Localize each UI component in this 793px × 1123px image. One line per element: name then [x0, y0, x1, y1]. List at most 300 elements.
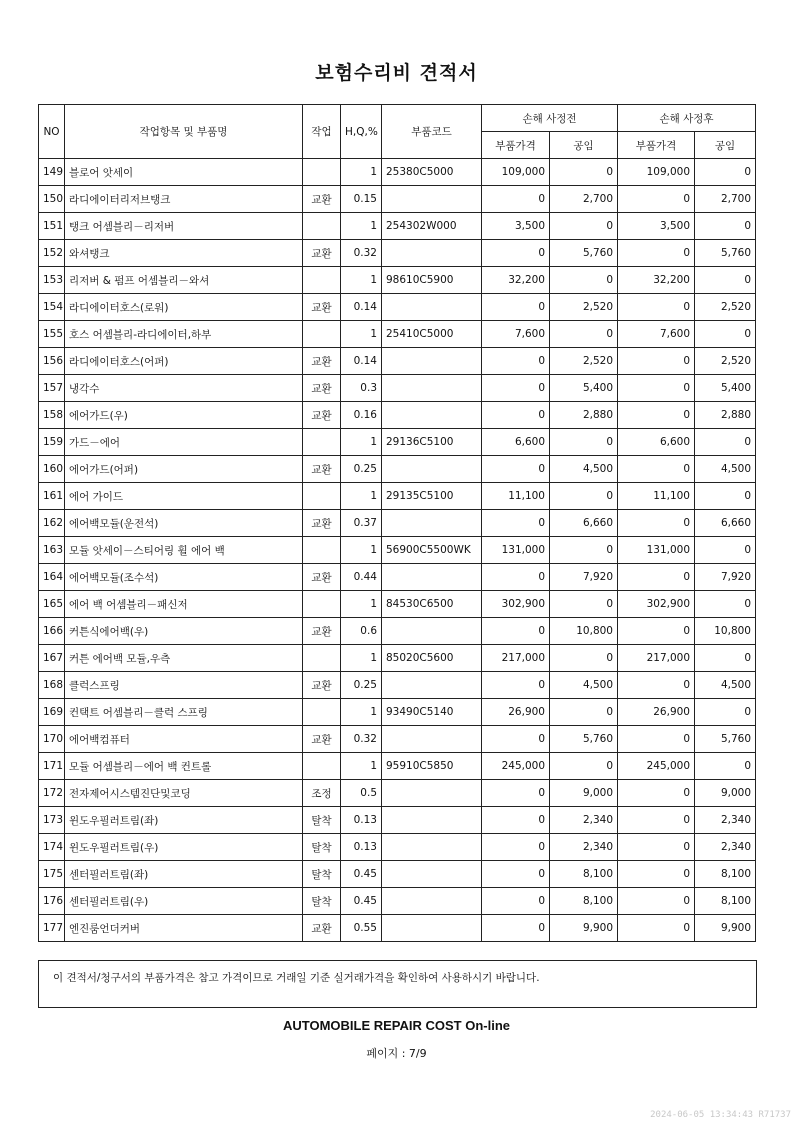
- table-row: [39, 618, 756, 645]
- row-work: [303, 429, 341, 456]
- header-work: 작업: [303, 105, 341, 159]
- row-after-labor: 4,500: [695, 456, 756, 483]
- row-part-code: [382, 807, 482, 834]
- row-work: 교환: [303, 348, 341, 375]
- row-before-labor: 5,760: [550, 240, 618, 267]
- row-after-labor: 4,500: [695, 672, 756, 699]
- row-before-labor: 2,880: [550, 402, 618, 429]
- row-before-part-price: 32,200: [482, 267, 550, 294]
- row-before-labor: 2,520: [550, 348, 618, 375]
- row-part-code: [382, 375, 482, 402]
- table-row: [39, 483, 756, 510]
- row-before-part-price: 26,900: [482, 699, 550, 726]
- row-part-code: 25380C5000: [382, 159, 482, 186]
- row-after-labor: 0: [695, 483, 756, 510]
- row-item-name: 컨택트 어셈블리－클럭 스프링: [65, 699, 303, 726]
- table-row: [39, 834, 756, 861]
- row-part-code: [382, 780, 482, 807]
- table-row: [39, 294, 756, 321]
- row-work: 교환: [303, 294, 341, 321]
- row-after-labor: 2,880: [695, 402, 756, 429]
- row-hq: 0.14: [341, 348, 382, 375]
- row-item-name: 윈도우필러트림(우): [65, 834, 303, 861]
- row-part-code: [382, 861, 482, 888]
- row-after-labor: 0: [695, 267, 756, 294]
- row-part-code: [382, 186, 482, 213]
- row-work: 교환: [303, 240, 341, 267]
- row-after-labor: 0: [695, 429, 756, 456]
- row-before-labor: 5,760: [550, 726, 618, 753]
- row-after-part-price: 109,000: [618, 159, 695, 186]
- row-after-part-price: 0: [618, 564, 695, 591]
- row-after-part-price: 3,500: [618, 213, 695, 240]
- row-before-labor: 0: [550, 537, 618, 564]
- row-after-part-price: 245,000: [618, 753, 695, 780]
- row-part-code: 85020C5600: [382, 645, 482, 672]
- row-hq: 1: [341, 753, 382, 780]
- row-no: 176: [39, 888, 65, 915]
- row-before-part-price: 0: [482, 807, 550, 834]
- row-no: 169: [39, 699, 65, 726]
- row-item-name: 엔진룸언더커버: [65, 915, 303, 942]
- row-hq: 1: [341, 159, 382, 186]
- header-before-labor: 공임: [550, 132, 618, 159]
- row-no: 154: [39, 294, 65, 321]
- row-item-name: 에어 백 어셈블리－패신저: [65, 591, 303, 618]
- row-before-part-price: 131,000: [482, 537, 550, 564]
- row-part-code: [382, 672, 482, 699]
- row-hq: 1: [341, 645, 382, 672]
- row-before-part-price: 0: [482, 834, 550, 861]
- row-hq: 1: [341, 699, 382, 726]
- row-before-labor: 2,340: [550, 807, 618, 834]
- row-before-part-price: 0: [482, 240, 550, 267]
- row-before-part-price: 11,100: [482, 483, 550, 510]
- row-no: 168: [39, 672, 65, 699]
- row-after-part-price: 0: [618, 402, 695, 429]
- row-after-part-price: 7,600: [618, 321, 695, 348]
- row-before-part-price: 0: [482, 915, 550, 942]
- row-work: [303, 267, 341, 294]
- row-after-labor: 2,520: [695, 348, 756, 375]
- row-before-labor: 5,400: [550, 375, 618, 402]
- row-item-name: 전자제어시스템진단및코딩: [65, 780, 303, 807]
- row-work: 교환: [303, 618, 341, 645]
- estimate-table: [38, 104, 756, 942]
- row-before-part-price: 0: [482, 294, 550, 321]
- row-before-part-price: 109,000: [482, 159, 550, 186]
- row-no: 160: [39, 456, 65, 483]
- table-row: [39, 429, 756, 456]
- row-before-part-price: 0: [482, 510, 550, 537]
- row-no: 161: [39, 483, 65, 510]
- row-before-labor: 9,900: [550, 915, 618, 942]
- table-row: [39, 699, 756, 726]
- row-before-labor: 0: [550, 267, 618, 294]
- row-no: 152: [39, 240, 65, 267]
- row-item-name: 윈도우필러트림(좌): [65, 807, 303, 834]
- row-before-labor: 2,700: [550, 186, 618, 213]
- print-timestamp: 2024-06-05 13:34:43 R71737: [650, 1110, 791, 1120]
- row-after-labor: 0: [695, 645, 756, 672]
- row-before-labor: 4,500: [550, 672, 618, 699]
- row-after-part-price: 217,000: [618, 645, 695, 672]
- row-hq: 1: [341, 213, 382, 240]
- row-hq: 1: [341, 591, 382, 618]
- row-item-name: 라디에이터호스(어퍼): [65, 348, 303, 375]
- row-before-part-price: 6,600: [482, 429, 550, 456]
- row-no: 163: [39, 537, 65, 564]
- row-after-labor: 2,520: [695, 294, 756, 321]
- row-after-part-price: 0: [618, 888, 695, 915]
- row-before-part-price: 0: [482, 888, 550, 915]
- row-item-name: 냉각수: [65, 375, 303, 402]
- table-row: [39, 780, 756, 807]
- row-work: 교환: [303, 564, 341, 591]
- row-after-labor: 6,660: [695, 510, 756, 537]
- row-before-part-price: 0: [482, 861, 550, 888]
- row-hq: 0.32: [341, 726, 382, 753]
- row-before-labor: 4,500: [550, 456, 618, 483]
- row-before-labor: 0: [550, 483, 618, 510]
- row-part-code: [382, 915, 482, 942]
- row-before-part-price: 0: [482, 186, 550, 213]
- row-hq: 0.15: [341, 186, 382, 213]
- row-work: [303, 537, 341, 564]
- row-after-labor: 5,400: [695, 375, 756, 402]
- row-work: 탈착: [303, 807, 341, 834]
- table-row: [39, 402, 756, 429]
- row-after-part-price: 131,000: [618, 537, 695, 564]
- row-before-part-price: 0: [482, 375, 550, 402]
- table-row: [39, 510, 756, 537]
- row-no: 167: [39, 645, 65, 672]
- row-before-labor: 6,660: [550, 510, 618, 537]
- row-hq: 0.25: [341, 672, 382, 699]
- row-before-labor: 8,100: [550, 888, 618, 915]
- row-no: 175: [39, 861, 65, 888]
- row-hq: 1: [341, 429, 382, 456]
- row-hq: 0.3: [341, 375, 382, 402]
- row-hq: 1: [341, 321, 382, 348]
- row-work: 탈착: [303, 834, 341, 861]
- row-part-code: [382, 834, 482, 861]
- row-work: [303, 483, 341, 510]
- row-item-name: 센터필러트림(좌): [65, 861, 303, 888]
- row-hq: 0.44: [341, 564, 382, 591]
- row-after-part-price: 0: [618, 861, 695, 888]
- row-before-part-price: 0: [482, 402, 550, 429]
- header-item: 작업항목 및 부품명: [65, 105, 303, 159]
- row-hq: 0.16: [341, 402, 382, 429]
- row-work: [303, 213, 341, 240]
- table-row: [39, 537, 756, 564]
- row-before-part-price: 0: [482, 456, 550, 483]
- row-no: 156: [39, 348, 65, 375]
- row-work: 교환: [303, 726, 341, 753]
- row-after-part-price: 0: [618, 240, 695, 267]
- row-no: 158: [39, 402, 65, 429]
- row-item-name: 에어백모듈(운전석): [65, 510, 303, 537]
- row-part-code: 98610C5900: [382, 267, 482, 294]
- row-no: 155: [39, 321, 65, 348]
- row-item-name: 에어가드(우): [65, 402, 303, 429]
- row-after-part-price: 0: [618, 618, 695, 645]
- row-part-code: [382, 510, 482, 537]
- row-item-name: 모듈 앗세이－스티어링 휠 에어 백: [65, 537, 303, 564]
- row-before-labor: 0: [550, 591, 618, 618]
- row-after-labor: 8,100: [695, 861, 756, 888]
- row-no: 173: [39, 807, 65, 834]
- row-work: 교환: [303, 915, 341, 942]
- row-before-labor: 0: [550, 753, 618, 780]
- brand-footer: AUTOMOBILE REPAIR COST On-line: [282, 1018, 511, 1033]
- row-work: [303, 321, 341, 348]
- price-notice: 이 견적서/청구서의 부품가격은 참고 가격이므로 거래일 기준 실거래가격을 확인하여 사용하시기 바랍니다.: [38, 960, 757, 1008]
- row-after-part-price: 0: [618, 510, 695, 537]
- row-item-name: 에어 가이드: [65, 483, 303, 510]
- row-before-labor: 0: [550, 429, 618, 456]
- row-before-part-price: 0: [482, 618, 550, 645]
- row-before-labor: 8,100: [550, 861, 618, 888]
- row-no: 150: [39, 186, 65, 213]
- header-after-labor: 공임: [695, 132, 756, 159]
- estimate-rows: [39, 159, 756, 942]
- row-before-part-price: 7,600: [482, 321, 550, 348]
- row-before-labor: 0: [550, 645, 618, 672]
- row-hq: 1: [341, 537, 382, 564]
- row-part-code: [382, 726, 482, 753]
- row-hq: 0.13: [341, 834, 382, 861]
- row-after-labor: 2,700: [695, 186, 756, 213]
- page-number: 페이지 : 7/9: [366, 1047, 427, 1060]
- row-part-code: 84530C6500: [382, 591, 482, 618]
- row-after-part-price: 0: [618, 348, 695, 375]
- row-no: 172: [39, 780, 65, 807]
- row-after-part-price: 0: [618, 294, 695, 321]
- row-item-name: 커튼식에어백(우): [65, 618, 303, 645]
- table-row: [39, 888, 756, 915]
- row-after-labor: 0: [695, 213, 756, 240]
- row-item-name: 센터필러트림(우): [65, 888, 303, 915]
- header-before-part-price: 부품가격: [482, 132, 550, 159]
- row-after-labor: 0: [695, 753, 756, 780]
- table-row: [39, 564, 756, 591]
- header-after-part-price: 부품가격: [618, 132, 695, 159]
- row-before-labor: 0: [550, 159, 618, 186]
- row-before-labor: 7,920: [550, 564, 618, 591]
- row-work: 교환: [303, 456, 341, 483]
- row-item-name: 에어백모듈(조수석): [65, 564, 303, 591]
- row-after-labor: 2,340: [695, 807, 756, 834]
- row-part-code: 29136C5100: [382, 429, 482, 456]
- row-part-code: [382, 564, 482, 591]
- row-part-code: [382, 402, 482, 429]
- row-after-part-price: 26,900: [618, 699, 695, 726]
- row-work: [303, 159, 341, 186]
- row-after-labor: 0: [695, 159, 756, 186]
- row-work: 교환: [303, 672, 341, 699]
- row-item-name: 커튼 에어백 모듈,우측: [65, 645, 303, 672]
- row-before-part-price: 0: [482, 726, 550, 753]
- table-row: [39, 321, 756, 348]
- row-before-part-price: 3,500: [482, 213, 550, 240]
- table-row: [39, 807, 756, 834]
- row-before-labor: 2,520: [550, 294, 618, 321]
- row-part-code: [382, 618, 482, 645]
- document-title: 보험수리비 견적서: [315, 62, 478, 84]
- row-hq: 1: [341, 483, 382, 510]
- row-hq: 0.55: [341, 915, 382, 942]
- row-after-part-price: 6,600: [618, 429, 695, 456]
- row-work: 교환: [303, 375, 341, 402]
- row-before-labor: 0: [550, 321, 618, 348]
- row-item-name: 와셔탱크: [65, 240, 303, 267]
- table-row: [39, 186, 756, 213]
- row-part-code: 25410C5000: [382, 321, 482, 348]
- row-before-labor: 0: [550, 213, 618, 240]
- row-after-labor: 0: [695, 591, 756, 618]
- table-row: [39, 753, 756, 780]
- row-after-part-price: 0: [618, 780, 695, 807]
- row-part-code: 56900C5500WK: [382, 537, 482, 564]
- row-after-part-price: 302,900: [618, 591, 695, 618]
- row-hq: 0.45: [341, 888, 382, 915]
- row-no: 170: [39, 726, 65, 753]
- row-after-labor: 5,760: [695, 240, 756, 267]
- table-row: [39, 861, 756, 888]
- row-no: 162: [39, 510, 65, 537]
- table-row: [39, 726, 756, 753]
- row-after-part-price: 0: [618, 456, 695, 483]
- row-no: 149: [39, 159, 65, 186]
- row-after-part-price: 0: [618, 672, 695, 699]
- row-hq: 0.13: [341, 807, 382, 834]
- row-no: 177: [39, 915, 65, 942]
- row-item-name: 에어가드(어퍼): [65, 456, 303, 483]
- row-after-part-price: 0: [618, 186, 695, 213]
- row-after-labor: 9,000: [695, 780, 756, 807]
- row-after-labor: 8,100: [695, 888, 756, 915]
- row-part-code: 29135C5100: [382, 483, 482, 510]
- row-work: 교환: [303, 510, 341, 537]
- table-row: [39, 645, 756, 672]
- header-after-adjustment: 손해 사정후: [618, 105, 756, 132]
- row-after-labor: 5,760: [695, 726, 756, 753]
- row-work: 조정: [303, 780, 341, 807]
- row-before-part-price: 0: [482, 672, 550, 699]
- row-hq: 1: [341, 267, 382, 294]
- row-part-code: [382, 294, 482, 321]
- table-row: [39, 591, 756, 618]
- row-item-name: 클럭스프링: [65, 672, 303, 699]
- row-item-name: 블로어 앗세이: [65, 159, 303, 186]
- row-before-part-price: 0: [482, 780, 550, 807]
- row-after-labor: 7,920: [695, 564, 756, 591]
- row-before-part-price: 245,000: [482, 753, 550, 780]
- row-hq: 0.45: [341, 861, 382, 888]
- row-work: [303, 591, 341, 618]
- row-after-part-price: 0: [618, 375, 695, 402]
- header-part-code: 부품코드: [382, 105, 482, 159]
- row-hq: 0.37: [341, 510, 382, 537]
- row-after-labor: 0: [695, 537, 756, 564]
- row-part-code: 93490C5140: [382, 699, 482, 726]
- row-after-labor: 0: [695, 699, 756, 726]
- row-after-labor: 9,900: [695, 915, 756, 942]
- row-part-code: [382, 240, 482, 267]
- row-work: [303, 753, 341, 780]
- row-part-code: [382, 888, 482, 915]
- row-no: 174: [39, 834, 65, 861]
- row-after-part-price: 0: [618, 807, 695, 834]
- row-item-name: 가드－에어: [65, 429, 303, 456]
- row-part-code: [382, 348, 482, 375]
- row-no: 164: [39, 564, 65, 591]
- table-row: [39, 348, 756, 375]
- row-no: 166: [39, 618, 65, 645]
- table-row: [39, 267, 756, 294]
- header-no: NO: [39, 105, 65, 159]
- table-row: [39, 240, 756, 267]
- row-no: 153: [39, 267, 65, 294]
- row-work: [303, 699, 341, 726]
- row-hq: 0.14: [341, 294, 382, 321]
- table-row: [39, 915, 756, 942]
- row-before-part-price: 0: [482, 348, 550, 375]
- table-row: [39, 159, 756, 186]
- row-part-code: 95910C5850: [382, 753, 482, 780]
- row-before-part-price: 0: [482, 564, 550, 591]
- row-work: [303, 645, 341, 672]
- row-hq: 0.32: [341, 240, 382, 267]
- row-hq: 0.25: [341, 456, 382, 483]
- row-after-labor: 2,340: [695, 834, 756, 861]
- row-after-part-price: 0: [618, 915, 695, 942]
- row-after-labor: 10,800: [695, 618, 756, 645]
- row-before-labor: 10,800: [550, 618, 618, 645]
- row-no: 165: [39, 591, 65, 618]
- row-item-name: 탱크 어셈블리－리저버: [65, 213, 303, 240]
- row-item-name: 라디에이터호스(로워): [65, 294, 303, 321]
- row-work: 교환: [303, 186, 341, 213]
- table-row: [39, 375, 756, 402]
- row-item-name: 호스 어셈블리-라디에이터,하부: [65, 321, 303, 348]
- row-no: 157: [39, 375, 65, 402]
- row-hq: 0.6: [341, 618, 382, 645]
- row-no: 159: [39, 429, 65, 456]
- row-work: 교환: [303, 402, 341, 429]
- row-after-labor: 0: [695, 321, 756, 348]
- row-before-part-price: 302,900: [482, 591, 550, 618]
- row-hq: 0.5: [341, 780, 382, 807]
- table-row: [39, 456, 756, 483]
- row-item-name: 리저버 & 펌프 어셈블리－와셔: [65, 267, 303, 294]
- row-after-part-price: 32,200: [618, 267, 695, 294]
- table-row: [39, 672, 756, 699]
- row-no: 171: [39, 753, 65, 780]
- row-item-name: 모듈 어셈블리－에어 백 컨트롤: [65, 753, 303, 780]
- row-item-name: 에어백컴퓨터: [65, 726, 303, 753]
- row-before-part-price: 217,000: [482, 645, 550, 672]
- row-after-part-price: 0: [618, 726, 695, 753]
- header-before-adjustment: 손해 사정전: [482, 105, 618, 132]
- row-before-labor: 2,340: [550, 834, 618, 861]
- row-part-code: 254302W000: [382, 213, 482, 240]
- row-work: 탈착: [303, 861, 341, 888]
- row-work: 탈착: [303, 888, 341, 915]
- row-after-part-price: 11,100: [618, 483, 695, 510]
